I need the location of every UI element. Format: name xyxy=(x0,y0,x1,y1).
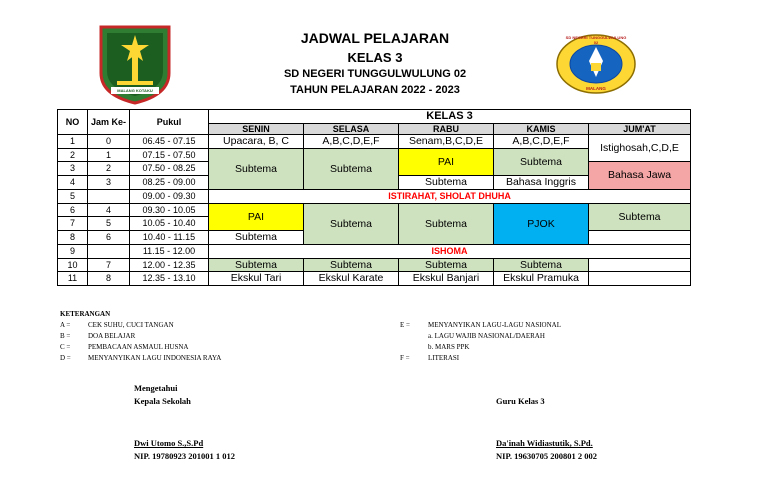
cell-no: 11 xyxy=(58,272,88,286)
cell-jumat: Subtema xyxy=(589,204,691,231)
legend-key: C = xyxy=(60,343,71,351)
cell-selasa: Subtema xyxy=(304,149,399,190)
header-no: NO xyxy=(58,110,88,135)
legend-key: B = xyxy=(60,332,71,340)
class-title: KELAS 3 xyxy=(347,50,403,65)
day-selasa: SELASA xyxy=(304,124,399,135)
cell-kamis: Subtema xyxy=(494,259,589,272)
legend-text: MENYANYIKAN LAGU INDONESIA RAYA xyxy=(88,354,222,362)
cell-pukul: 10.05 - 10.40 xyxy=(130,217,209,231)
cell-pukul: 07.50 - 08.25 xyxy=(130,162,209,176)
break-ishoma: ISHOMA xyxy=(209,245,691,259)
cell-kamis: Ekskul Pramuka xyxy=(494,272,589,286)
cell-pukul: 08.25 - 09.00 xyxy=(130,176,209,190)
cell-no: 2 xyxy=(58,149,88,162)
cell-no: 7 xyxy=(58,217,88,231)
cell-rabu: Ekskul Banjari xyxy=(399,272,494,286)
cell-pukul: 12.35 - 13.10 xyxy=(130,272,209,286)
cell-no: 5 xyxy=(58,190,88,204)
cell-selasa: Subtema xyxy=(304,204,399,245)
legend-text: DOA BELAJAR xyxy=(88,332,136,340)
cell-jam: 2 xyxy=(88,162,130,176)
cell-jam xyxy=(88,245,130,259)
school-logo-bottom-text: MALANG xyxy=(586,86,606,91)
cell-jumat: Istighosah,C,D,E xyxy=(589,135,691,162)
cell-jam: 3 xyxy=(88,176,130,190)
cell-no: 9 xyxy=(58,245,88,259)
legend-text: b. MARS PPK xyxy=(428,343,470,351)
cell-senin: Subtema xyxy=(209,231,304,245)
cell-senin: Ekskul Tari xyxy=(209,272,304,286)
cell-jumat: Bahasa Jawa xyxy=(589,162,691,190)
cell-rabu: PAI xyxy=(399,149,494,176)
day-senin: SENIN xyxy=(209,124,304,135)
header-kelas: KELAS 3 xyxy=(209,110,691,124)
cell-pukul: 09.30 - 10.05 xyxy=(130,204,209,217)
cell-pukul: 12.00 - 12.35 xyxy=(130,259,209,272)
cell-senin: Upacara, B, C xyxy=(209,135,304,149)
sig-kepala-name: Dwi Utomo S.,S.Pd xyxy=(134,438,204,448)
day-rabu: RABU xyxy=(399,124,494,135)
cell-jumat-empty xyxy=(589,272,691,286)
school-logo-top-text: SD NEGERI TUNGGULWULUNG 02 xyxy=(565,35,627,45)
cell-jam: 7 xyxy=(88,259,130,272)
day-jumat: JUM'AT xyxy=(589,124,691,135)
cell-rabu: Subtema xyxy=(399,204,494,245)
cell-no: 4 xyxy=(58,176,88,190)
header-jam: Jam Ke- xyxy=(88,110,130,135)
cell-senin: Subtema xyxy=(209,259,304,272)
cell-jam: 4 xyxy=(88,204,130,217)
legend-key: D = xyxy=(60,354,71,362)
cell-kamis: Bahasa Inggris xyxy=(494,176,589,190)
doc-title: JADWAL PELAJARAN xyxy=(300,30,450,46)
cell-kamis: Subtema xyxy=(494,149,589,176)
cell-pukul: 11.15 - 12.00 xyxy=(130,245,209,259)
cell-jam: 8 xyxy=(88,272,130,286)
cell-pukul: 09.00 - 09.30 xyxy=(130,190,209,204)
cell-kamis: PJOK xyxy=(494,204,589,245)
school-name: SD NEGERI TUNGGULWULUNG 02 xyxy=(283,68,467,80)
cell-jam: 6 xyxy=(88,231,130,245)
cell-no: 3 xyxy=(58,162,88,176)
cell-senin: Subtema xyxy=(209,149,304,190)
cell-jam: 0 xyxy=(88,135,130,149)
cell-pukul: 10.40 - 11.15 xyxy=(130,231,209,245)
school-year: TAHUN PELAJARAN 2022 - 2023 xyxy=(290,84,460,96)
sig-guru-title: Guru Kelas 3 xyxy=(496,396,545,406)
school-logo xyxy=(555,33,637,95)
cell-jam: 5 xyxy=(88,217,130,231)
cell-jam xyxy=(88,190,130,204)
cell-jam: 1 xyxy=(88,149,130,162)
cell-rabu: Subtema xyxy=(399,259,494,272)
legend-text: PEMBACAAN ASMAUL HUSNA xyxy=(88,343,189,351)
cell-no: 10 xyxy=(58,259,88,272)
cell-no: 1 xyxy=(58,135,88,149)
legend-right xyxy=(400,321,700,365)
legend-key: E = xyxy=(400,321,410,329)
cell-pukul: 07.15 - 07.50 xyxy=(130,149,209,162)
cell-kamis: A,B,C,D,E,F xyxy=(494,135,589,149)
sig-guru-nip: NIP. 19630705 200801 2 002 xyxy=(496,451,597,461)
cell-selasa: Ekskul Karate xyxy=(304,272,399,286)
legend-text: a. LAGU WAJIB NASIONAL/DAERAH xyxy=(428,332,545,340)
city-logo-text: MALANG KOTAKU xyxy=(117,88,153,93)
legend-text: MENYANYIKAN LAGU-LAGU NASIONAL xyxy=(428,321,561,329)
sig-kepala-title: Kepala Sekolah xyxy=(134,396,191,406)
cell-no: 6 xyxy=(58,204,88,217)
legend-key: F = xyxy=(400,354,410,362)
sig-mengetahui: Mengetahui xyxy=(134,383,178,393)
cell-jumat-empty xyxy=(589,231,691,245)
cell-selasa: Subtema xyxy=(304,259,399,272)
cell-senin: PAI xyxy=(209,204,304,231)
legend-title: KETERANGAN xyxy=(60,310,111,318)
sig-kepala-nip: NIP. 19780923 201001 1 012 xyxy=(134,451,235,461)
cell-no: 8 xyxy=(58,231,88,245)
legend-text: LITERASI xyxy=(428,354,460,362)
sig-guru-name: Da'inah Widiastutik, S.Pd. xyxy=(496,438,593,448)
schedule-table xyxy=(57,109,691,286)
legend-text: CEK SUHU, CUCI TANGAN xyxy=(88,321,174,329)
city-logo xyxy=(97,25,173,105)
legend-key: A = xyxy=(60,321,71,329)
legend-left xyxy=(60,321,360,365)
cell-selasa: A,B,C,D,E,F xyxy=(304,135,399,149)
cell-rabu: Senam,B,C,D,E xyxy=(399,135,494,149)
cell-pukul: 06.45 - 07.15 xyxy=(130,135,209,149)
header-pukul: Pukul xyxy=(130,110,209,135)
break-istirahat: ISTIRAHAT, SHOLAT DHUHA xyxy=(209,190,691,204)
cell-rabu: Subtema xyxy=(399,176,494,190)
day-kamis: KAMIS xyxy=(494,124,589,135)
cell-jumat-empty xyxy=(589,259,691,272)
